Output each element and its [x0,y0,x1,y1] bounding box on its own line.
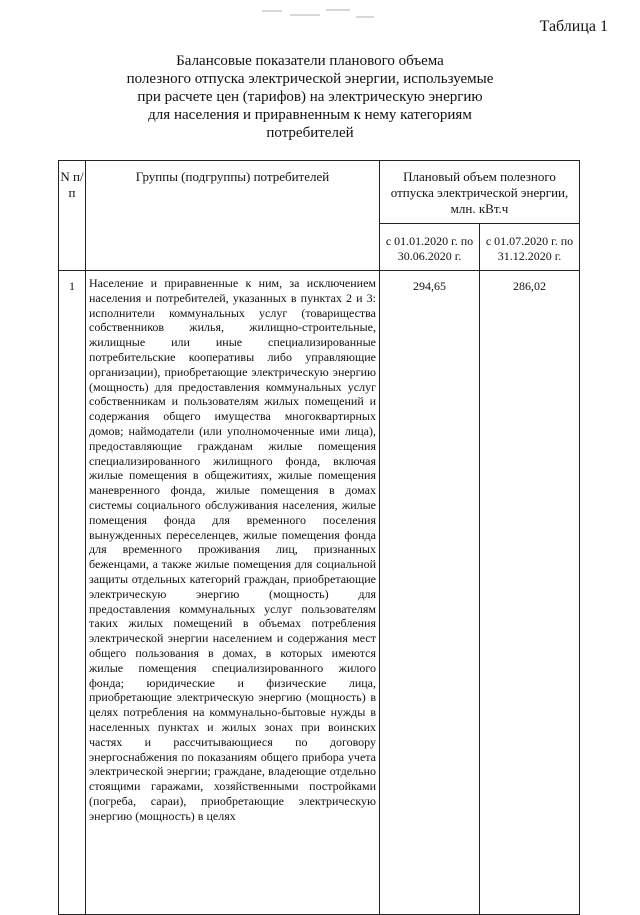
table-row [59,271,580,915]
title-line: потребителей [266,125,354,141]
header-volume-cell: Плановый объем полезного отпуска электрической энергии, млн. кВт.ч [380,161,580,224]
title-line: полезного отпуска электрической энергии, используемые [126,71,494,87]
row-group-description: Население и приравненные к ним, за исключением населения и потребителей, указанных в пунктах 2 и 3: исполнители коммунальных услуг (товарищества собственников жилья, жилищно-строительные, жилищные или иные специализированные потребительские кооперативы либо управляющие организации), приобретающие электрическую энергию (мощность) для предоставления коммунальных услуг собственникам и пользователям жилых помещений и содержания общего имущества многоквартирных домов; наймодатели (или уполномоченные ими лица), предоставляющие гражданам жилые помещения специализированного жилищного фонда, включая жилые помещения в общежитиях, жилые помещения маневренного фонда, жилые помещения в домах системы социального обслуживания населения, жилые помещения фонда для временного поселения вынужденных переселенцев, жилые помещения фонда для временного проживания лиц, признанных беженцами, а также жилые помещения для социальной защиты отдельных категорий граждан, приобретающие электрическую энергию (мощность) для предоставления коммунальных услуг пользователям таких жилых помещений в объемах потребления электрической энергии населением и содержания мест общего пользования в домах, в которых имеются жилые помещения специализированного жилого фонда; юридические и физические лица, приобретающие электрическую энергию (мощность) в целях потребления на коммунально-бытовые нужды в населенных пунктах и жилых зонах при воинских частях и рассчитывающиеся по договору энергоснабжения по показаниям общего прибора учета электрической энергии; граждане, владеющие отдельно стоящими гаражами, хозяйственными постройками (погреба, сараи), приобретающие электрическую энергию (мощность) в целях [89,276,376,823]
balance-table [58,160,580,915]
header-number-cell: N п/п [59,161,86,271]
row-value-first-half: 294,65 [380,271,480,915]
title-line: для населения и приравненным к нему категориям [148,107,472,123]
header-groups-cell: Группы (подгруппы) потребителей [86,161,380,271]
title-line: Балансовые показатели планового объема [176,53,444,69]
document-title [90,52,530,142]
table-number-label: Таблица 1 [539,18,608,35]
row-group-cell [86,271,380,915]
header-period-first-half: с 01.01.2020 г. по 30.06.2020 г. [380,224,480,271]
row-number: 1 [59,271,86,915]
row-value-second-half: 286,02 [480,271,580,915]
header-period-second-half: с 01.07.2020 г. по 31.12.2020 г. [480,224,580,271]
faint-stamp-mark [260,4,380,26]
title-line: при расчете цен (тарифов) на электрическую энергию [137,89,483,105]
